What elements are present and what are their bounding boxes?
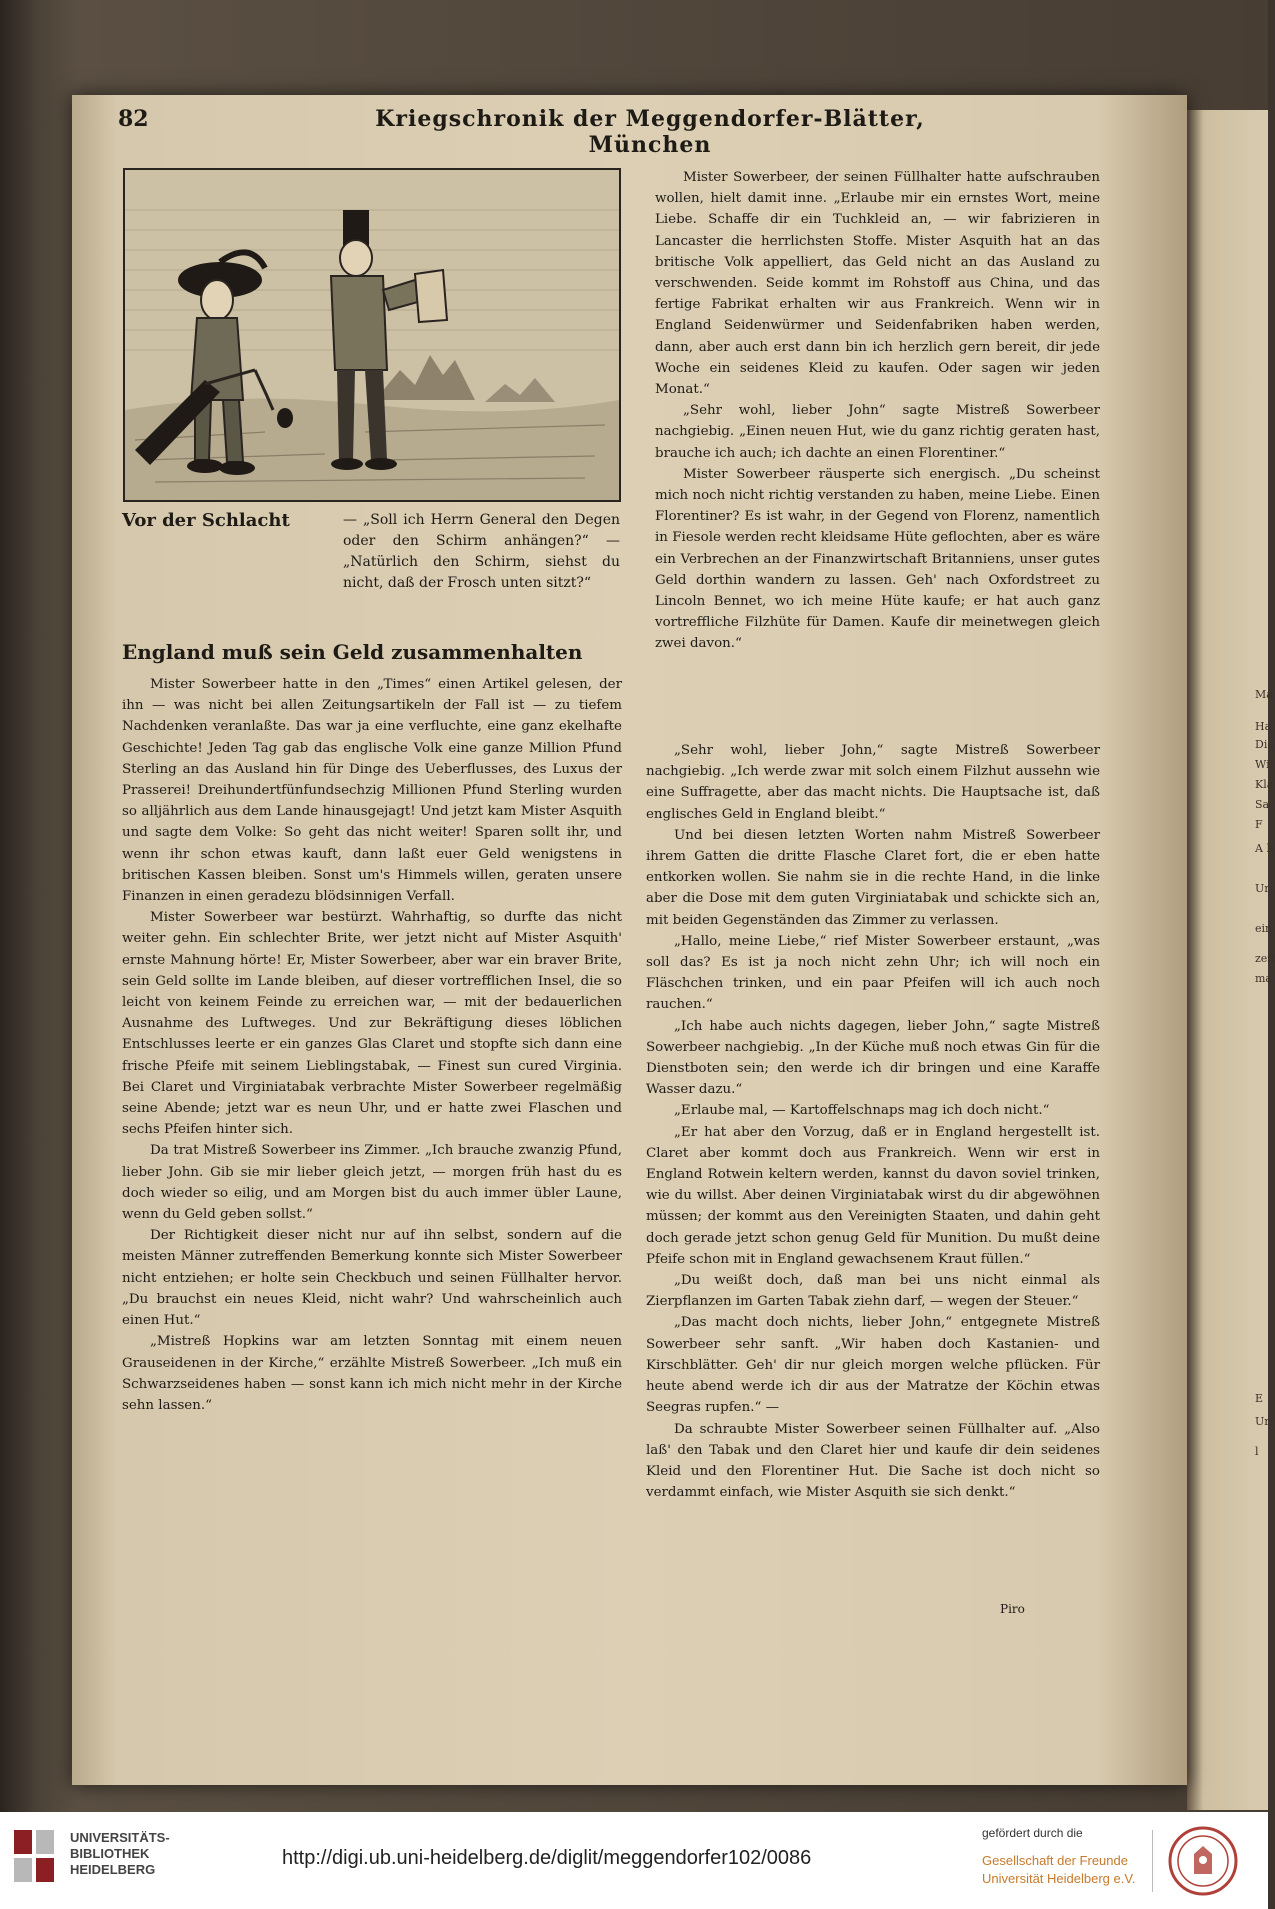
paragraph: „Du weißt doch, daß man bei uns nicht einmal als Zierpflanzen im Garten Tabak ziehn darf, — wegen der Steuer.“: [646, 1273, 1100, 1310]
next-page-fragment: Ur: [1255, 1415, 1270, 1428]
next-page-edge: [1187, 110, 1275, 1810]
article-column-right-top: [655, 167, 1100, 655]
paragraph: Da schraubte Mister Sowerbeer seinen Füllhalter auf. „Also laß' den Tabak und den Claret hier und kaufe dir dein seidenes Kleid und den Florentiner Hut. Die Sache ist doch nicht so verdammt einfach, wie Mister Asquith sie sich denkt.“: [646, 1421, 1100, 1501]
paragraph: Mister Sowerbeer hatte in den „Times“ einen Artikel gelesen, der ihn — was nicht bei allen Zeitungsartikeln der Fall ist — zu tiefem Nachdenken veranlaßte. Das war ja eine verfluchte, eine ganz ekelhafte Geschichte! Jeden Tag gab das englische Volk eine ganze Million Pfund Sterling an das Ausland hin für Dinge des Ueberflusses, des Luxus der Prasserei! Dreihundertfünfundsechzig Millionen Pfund Sterling wurden so alljährlich aus dem Lande hinausgejagt! Und jetzt kam Mister Asquith und sagte dem Volke: So geht das nicht weiter! Sparen sollt ihr, und wenn ihr schon etwas kauft, dann laßt euer Geld wenigstens in britischen Kassen bleiben. Sonst um's Himmels willen, geraten unsere Finanzen in einen geradezu blödsinnigen Verfall.: [122, 677, 622, 905]
caption-title: Vor der Schlacht: [122, 510, 290, 531]
caption-text: — „Soll ich Herrn General den Degen oder den Schirm anhängen?“ — „Natürlich den Schirm, siehst du nicht, daß der Frosch unten sitzt?“: [343, 512, 620, 591]
paragraph: Der Richtigkeit dieser nicht nur auf ihn selbst, sondern auf die meisten Männer zutreffenden Bemerkung konnte sich Mister Sowerbeer nicht entziehen; er holte sein Checkbuch und seinen Füllhalter hervor. „Du brauchst ein neues Kleid, nicht wahr? Und wahrscheinlich auch einen Hut.“: [122, 1228, 622, 1329]
next-page-fragment: Ha: [1255, 720, 1272, 733]
next-page-fragment: Ur: [1255, 882, 1270, 895]
page-number: 82: [118, 106, 149, 132]
paragraph: Mister Sowerbeer räusperte sich energisch. „Du scheinst mich noch nicht richtig verstanden zu haben, meine Liebe. Einen Florentiner? Es ist wahr, in der Gegend von Florenz, namentlich in Fiesole werden recht kleidsame Hüte geflochten, aber es wäre ein Verbrechen an der Finanzwirtschaft Britanniens, unser gutes Geld dorthin wandern zu lassen. Geh' nach Oxfordstreet zu Lincoln Bennet, wo ich meine Hüte kaufe; er hat auch ganz vortreffliche Filzhüte für Damen. Kaufe dir meinetwegen gleich zwei davon.“: [655, 466, 1100, 652]
next-page-fragment: l: [1255, 1445, 1259, 1458]
next-page-fragment: ma: [1255, 972, 1272, 985]
next-page-fragment: F: [1255, 818, 1263, 831]
paragraph: Und bei diesen letzten Worten nahm Mistreß Sowerbeer ihrem Gatten die dritte Flasche Claret fort, die er eben hatte entkorken wollen. Sie nahm sie in die rechte Hand, in die linke aber die Dose mit dem guten Virginiatabak und schickte sich an, mit beiden Gegenständen das Zimmer zu verlassen.: [646, 827, 1100, 928]
paragraph: „Mistreß Hopkins war am letzten Sonntag mit einem neuen Grauseidenen in der Kirche,“ erzählte Mistreß Sowerbeer. „Ich muß ein Schwarzseidenes haben — sonst kann ich mich nicht mehr in der Kirche sehn lassen.“: [122, 1334, 622, 1413]
footer-bar: [0, 1812, 1268, 1909]
next-page-fragment: Ma: [1255, 688, 1273, 701]
funded-by-label: gefördert durch die: [982, 1826, 1083, 1840]
author-signature: Piro: [1000, 1602, 1025, 1616]
article-column-left: [122, 674, 622, 1416]
next-page-fragment: zeit: [1255, 952, 1275, 965]
article-column-right-bottom: [646, 740, 1100, 1503]
university-name: UNIVERSITÄTS- BIBLIOTHEK HEIDELBERG: [70, 1830, 170, 1877]
paragraph: „Sehr wohl, lieber John,“ sagte Mistreß Sowerbeer nachgiebig. „Ich werde zwar mit solch einem Filzhut aussehn wie eine Suffragette, aber das macht nichts. Die Hauptsache ist, daß englisches Geld in England bleibt.“: [646, 743, 1100, 822]
next-page-fragment: ein: [1255, 922, 1273, 935]
next-page-fragment: A h: [1255, 842, 1274, 855]
running-title: Kriegschronik der Meggendorfer-Blätter, München: [375, 106, 925, 158]
paragraph: Mister Sowerbeer war bestürzt. Wahrhaftig, so durfte das nicht weiter gehn. Ein schlechter Brite, wer jetzt nicht auf Mister Asquith' ernste Mahnung hörte! Er, Mister Sowerbeer, aber war ein braver Brite, sein Geld sollte im Lande bleiben, auf dieser vortrefflichen Insel, die so leicht von keinem Feinde zu erreichen war, — mit der bedauerlichen Ausnahme des Luftweges. Und zur Bekräftigung dieses löblichen Entschlusses leerte er ein ganzes Glas Claret und stopfte sich dann eine frische Pfeife mit seinem Lieblingstabak, — Finest sun cured Virginia. Bei Claret und Virginiatabak verbrachte Mister Sowerbeer regelmäßig seine Abende; jetzt war es neun Uhr, und er hatte zwei Flaschen und sechs Pfeifen hinter sich.: [122, 910, 622, 1138]
next-page-fragment: Wi: [1255, 758, 1270, 771]
paragraph: „Er hat aber den Vorzug, daß er in England hergestellt ist. Claret aber kommt doch aus Frankreich. Wenn wir erst in England Rotwein keltern werden, kannst du davon soviel trinken, wie du willst. Aber deinen Virginiatabak wirst du dir abgewöhnen müssen; der kommt aus den Vereinigten Staaten, und dahin geht doch gerade jetzt schon genug Geld für Munition. Du mußt deine Pfeife schon mit in England gewachsenem Kraut füllen.“: [646, 1124, 1100, 1267]
cartoon-illustration: [123, 168, 621, 502]
paragraph: „Hallo, meine Liebe,“ rief Mister Sowerbeer erstaunt, „was soll das? Es ist ja noch nicht zehn Uhr; ich will noch ein Fläschchen trinken, und ein paar Pfeifen will ich auch noch rauchen.“: [646, 933, 1100, 1013]
paragraph: „Ich habe auch nichts dagegen, lieber John,“ sagte Mistreß Sowerbeer nachgiebig. „In der Küche muß noch etwas Gin für die Dienstboten sein; den werde ich dir bringen und eine Karaffe Wasser dazu.“: [646, 1018, 1100, 1098]
next-page-fragment: Kla: [1255, 778, 1274, 791]
paragraph: „Sehr wohl, lieber John“ sagte Mistreß Sowerbeer nachgiebig. „Einen neuen Hut, wie du ganz richtig geraten hast, brauche ich auch; ich dachte an einen Florentiner.“: [655, 403, 1100, 461]
university-logo-icon: [12, 1828, 56, 1886]
source-url-link[interactable]: http://digi.ub.uni-heidelberg.de/diglit/meggendorfer102/0086: [282, 1847, 812, 1869]
society-name: Gesellschaft der Freunde Universität Heidelberg e.V.: [982, 1853, 1136, 1886]
cartoon-drawing: [125, 170, 619, 500]
paragraph: „Das macht doch nichts, lieber John,“ entgegnete Mistreß Sowerbeer sehr sanft. „Wir haben doch Kastanien- und Kirschblätter. Geh' dir nur gleich morgen welche pflücken. Für heute abend werde ich dir aus der Matratze der Köchin etwas Seegras rupfen.“ —: [646, 1315, 1100, 1416]
paragraph: Mister Sowerbeer, der seinen Füllhalter hatte aufschrauben wollen, hielt damit inne. „Erlaube mir ein ernstes Wort, meine Liebe. Schaffe dir ein Tuchkleid an, — wir fabrizieren in Lancaster die herrlichsten Stoffe. Mister Asquith hat an das britische Volk appelliert, das Geld nicht an das Ausland zu verschwenden. Seide kommt im Rohstoff aus China, und das fertige Fabrikat erhalten wir aus Frankreich. Wenn wir in England Seidenwürmer und Seidenfabriken haben werden, dann, aber auch erst dann bin ich herzlich gern bereit, dir jede Woche ein seidenes Kleid zu kaufen. Oder sagen wir jeden Monat.“: [655, 170, 1100, 398]
next-page-fragment: Sa: [1255, 798, 1270, 811]
paragraph: Da trat Mistreß Sowerbeer ins Zimmer. „Ich brauche zwanzig Pfund, lieber John. Gib sie mir lieber gleich jetzt, — morgen früh hast du es doch wieder so eilig, und am Morgen bist du auch immer übler Laune, wenn du Geld geben sollst.“: [122, 1143, 622, 1223]
next-page-fragment: Die: [1255, 738, 1274, 751]
footer-divider: [1152, 1830, 1153, 1892]
university-seal-icon: [1168, 1826, 1238, 1896]
paragraph: „Erlaube mal, — Kartoffelschnaps mag ich doch nicht.“: [674, 1103, 1050, 1119]
next-page-fragment: E: [1255, 1392, 1264, 1405]
article-title: England muß sein Geld zusammenhalten: [122, 640, 583, 664]
